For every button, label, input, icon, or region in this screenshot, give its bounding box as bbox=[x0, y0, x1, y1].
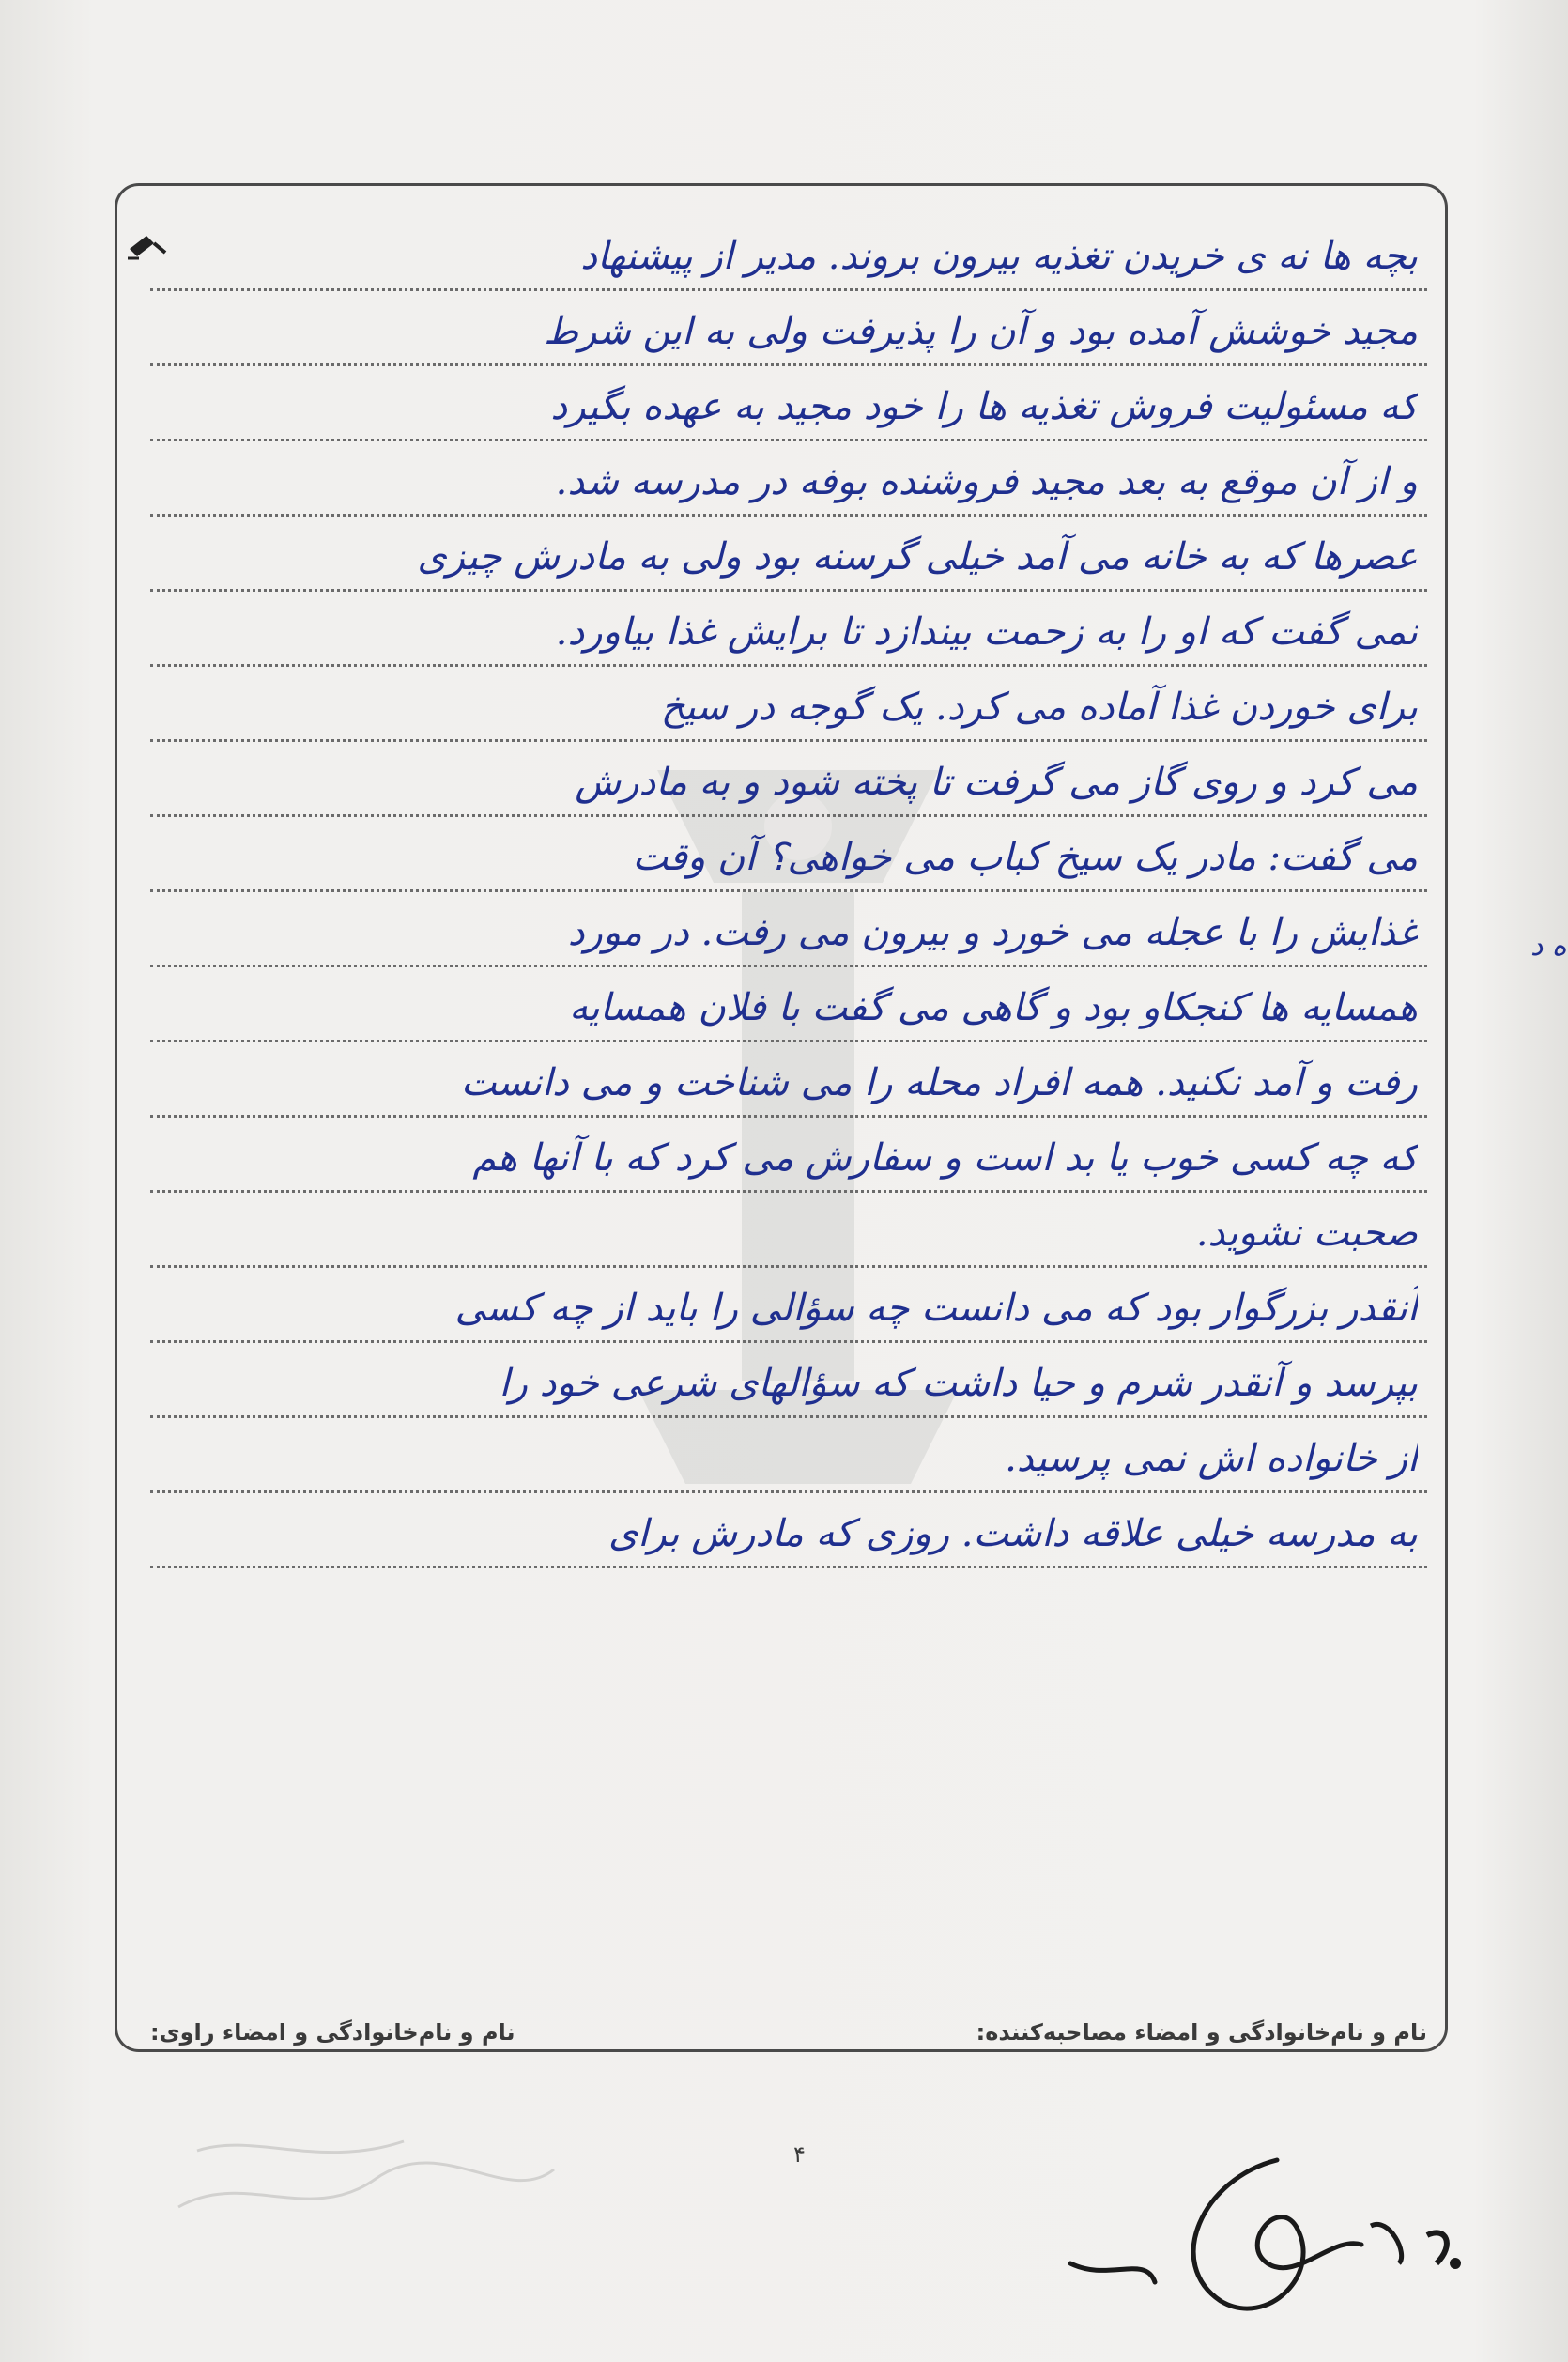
handwritten-line: صحبت نشوید. bbox=[1195, 1212, 1418, 1255]
signature-footer bbox=[150, 2019, 1427, 2057]
ruled-line bbox=[150, 517, 1427, 592]
handwritten-line: نمی گفت که او را به زحمت بیندازد تا برایش غذا بیاورد. bbox=[555, 610, 1418, 654]
faint-scribble bbox=[169, 2113, 563, 2245]
handwritten-line: که مسئولیت فروش تغذیه ها را خود مجید به عهده بگیرد bbox=[550, 385, 1418, 428]
handwritten-line: بچه ها نه ی خریدن تغذیه بیرون بروند. مدیر از پیشنهاد bbox=[580, 235, 1418, 278]
page-number: ۴ bbox=[793, 2141, 806, 2168]
ruled-line bbox=[150, 967, 1427, 1042]
ruled-line bbox=[150, 742, 1427, 817]
handwritten-line: می گفت: مادر یک سیخ کباب می خواهی؟ آن وقت bbox=[632, 836, 1418, 879]
handwritten-line: به مدرسه خیلی علاقه داشت. روزی که مادرش برای bbox=[607, 1512, 1418, 1555]
ruled-line bbox=[150, 291, 1427, 366]
handwritten-line: غذایش را با عجله می خورد و بیرون می رفت. در مورد bbox=[567, 911, 1418, 954]
handwritten-line: می کرد و روی گاز می گرفت تا پخته شود و به مادرش bbox=[575, 761, 1418, 804]
ruled-line bbox=[150, 1193, 1427, 1268]
handwritten-line: از خانواده اش نمی پرسید. bbox=[1005, 1437, 1418, 1480]
handwritten-line: که چه کسی خوب یا بد است و سفارش می کرد که با آنها هم bbox=[472, 1136, 1418, 1180]
handwritten-line: همسایه ها کنجکاو بود و گاهی می گفت با فلان همسایه bbox=[569, 986, 1418, 1029]
ruled-line bbox=[150, 1418, 1427, 1493]
ruled-line bbox=[150, 441, 1427, 517]
handwritten-line: مجید خوشش آمده بود و آن را پذیرفت ولی به این شرط bbox=[544, 310, 1418, 353]
ruled-line bbox=[150, 592, 1427, 667]
ruled-line bbox=[150, 1493, 1427, 1568]
narrator-label: نام و نام‌خانوادگی و امضاء راوی: bbox=[150, 2019, 515, 2046]
handwritten-signature bbox=[1052, 2123, 1493, 2320]
handwritten-text-area bbox=[150, 216, 1427, 1568]
interviewer-label: نام و نام‌خانوادگی و امضاء مصاحبه‌کننده: bbox=[976, 2019, 1427, 2046]
handwritten-line: عصرها که به خانه می آمد خیلی گرسنه بود ولی به مادرش چیزی bbox=[417, 535, 1418, 579]
ruled-line bbox=[150, 1268, 1427, 1343]
handwritten-line: و از آن موقع به بعد مجید فروشنده بوفه در مدرسه شد. bbox=[555, 460, 1418, 503]
ruled-line bbox=[150, 1343, 1427, 1418]
handwritten-line: برای خوردن غذا آماده می کرد. یک گوجه در سیخ bbox=[660, 686, 1418, 729]
handwritten-line: آنقدر بزرگوار بود که می دانست چه سؤالی را باید از چه کسی bbox=[454, 1287, 1418, 1330]
handwritten-line: بپرسد و آنقدر شرم و حیا داشت که سؤالهای شرعی خود را bbox=[499, 1362, 1418, 1405]
margin-note: ه د bbox=[1530, 930, 1567, 963]
ruled-line bbox=[150, 892, 1427, 967]
ruled-line bbox=[150, 817, 1427, 892]
ruled-line bbox=[150, 1118, 1427, 1193]
ruled-line bbox=[150, 366, 1427, 441]
ruled-line bbox=[150, 216, 1427, 291]
ruled-line bbox=[150, 667, 1427, 742]
handwritten-line: رفت و آمد نکنید. همه افراد محله را می شناخت و می دانست bbox=[460, 1061, 1418, 1104]
ruled-line bbox=[150, 1042, 1427, 1118]
